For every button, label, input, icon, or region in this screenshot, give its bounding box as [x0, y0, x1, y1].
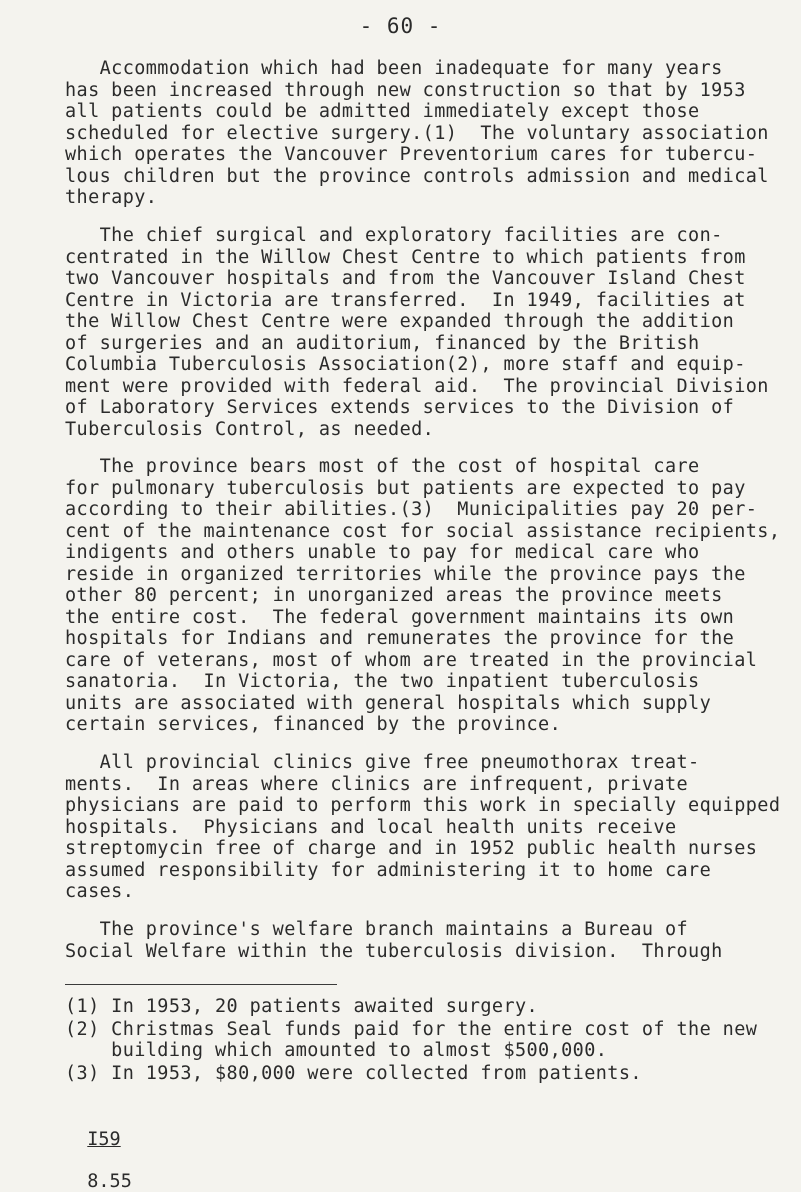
text-line: ment were provided with federal aid. The provincial Division [65, 375, 769, 397]
text-line: Accommodation which had been inadequate for many years [65, 58, 723, 79]
text-line: Columbia Tuberculosis Association(2), more staff and equip- [65, 354, 746, 375]
text-line: sanatoria. In Victoria, the two inpatient tuberculosis [65, 671, 700, 692]
document-code-line1: I59 [87, 1129, 121, 1150]
text-line: physicians are paid to perform this work in specially equipped [65, 795, 781, 816]
text-line: All provincial clinics give free pneumothorax treat- [65, 752, 700, 773]
text-line: Centre in Victoria are transferred. In 1949, facilities at [65, 289, 746, 311]
text-line: streptomycin free of charge and in 1952 public health nurses [65, 838, 758, 859]
text-line: ments. In areas where clinics are infrequent, private [65, 773, 689, 795]
text-line: all patients could be admitted immediately except those [65, 101, 700, 122]
text-line: hospitals for Indians and remunerates the province for the [65, 628, 735, 649]
text-line: reside in organized territories while the province pays the [65, 563, 746, 585]
text-line: for pulmonary tuberculosis but patients are expected to pay [65, 477, 746, 499]
paragraph-clinics [65, 752, 785, 903]
text-line: two Vancouver hospitals and from the Vancouver Island Chest [65, 268, 746, 289]
footnote-2: (2) Christmas Seal funds paid for the entire cost of the new building which amounted to almost $500,000. [65, 1019, 758, 1061]
text-line: assumed responsibility for administering it to home care [65, 859, 712, 881]
text-line: according to their abilities.(3) Municipalities pay 20 per- [65, 499, 758, 520]
text-line: the Willow Chest Centre were expanded through the addition [65, 311, 735, 332]
text-line: lous children but the province controls admission and medical [65, 165, 769, 187]
paragraph-hospital-costs [65, 456, 785, 736]
paragraph-surgical-facilities [65, 225, 785, 440]
footnote-1: (1) In 1953, 20 patients awaited surgery. [65, 996, 539, 1017]
text-line: The province's welfare branch maintains a Bureau of [65, 919, 689, 940]
text-line: of surgeries and an auditorium, financed by the British [65, 332, 700, 354]
text-line: units are associated with general hospitals which supply [65, 692, 712, 714]
text-line: The province bears most of the cost of hospital care [65, 456, 700, 477]
text-line: cases. [65, 881, 135, 902]
paragraph-welfare [65, 919, 785, 962]
document-code [65, 1108, 132, 1192]
text-line: Tuberculosis Control, as needed. [65, 418, 435, 440]
text-line: which operates the Vancouver Preventorium cares for tubercu- [65, 144, 758, 165]
text-line: The chief surgical and exploratory facilities are con- [65, 225, 723, 246]
text-line: of Laboratory Services extends services to the Division of [65, 397, 735, 418]
text-line: certain services, financed by the province. [65, 714, 562, 735]
text-line: the entire cost. The federal government maintains its own [65, 606, 735, 628]
text-line: indigents and others unable to pay for medical care who [65, 542, 700, 563]
document-code-line2: 8.55 [87, 1171, 132, 1192]
text-line: scheduled for elective surgery.(1) The voluntary association [65, 122, 769, 144]
footnote-3: (3) In 1953, $80,000 were collected from patients. [65, 1063, 642, 1084]
text-line: centrated in the Willow Chest Centre to which patients from [65, 246, 746, 268]
text-line: therapy. [65, 187, 158, 208]
text-line: has been increased through new construction so that by 1953 [65, 79, 746, 101]
text-line: care of veterans, most of whom are treated in the provincial [65, 649, 758, 671]
text-line: Social Welfare within the tuberculosis division. Through [65, 940, 723, 962]
footnote-separator [65, 984, 337, 985]
text-line: cent of the maintenance cost for social assistance recipients, [65, 520, 781, 542]
text-line: other 80 percent; in unorganized areas the province meets [65, 585, 723, 606]
page-number: - 60 - [359, 14, 442, 38]
paragraph-accommodation [65, 58, 785, 209]
text-line: hospitals. Physicians and local health units receive [65, 816, 677, 838]
